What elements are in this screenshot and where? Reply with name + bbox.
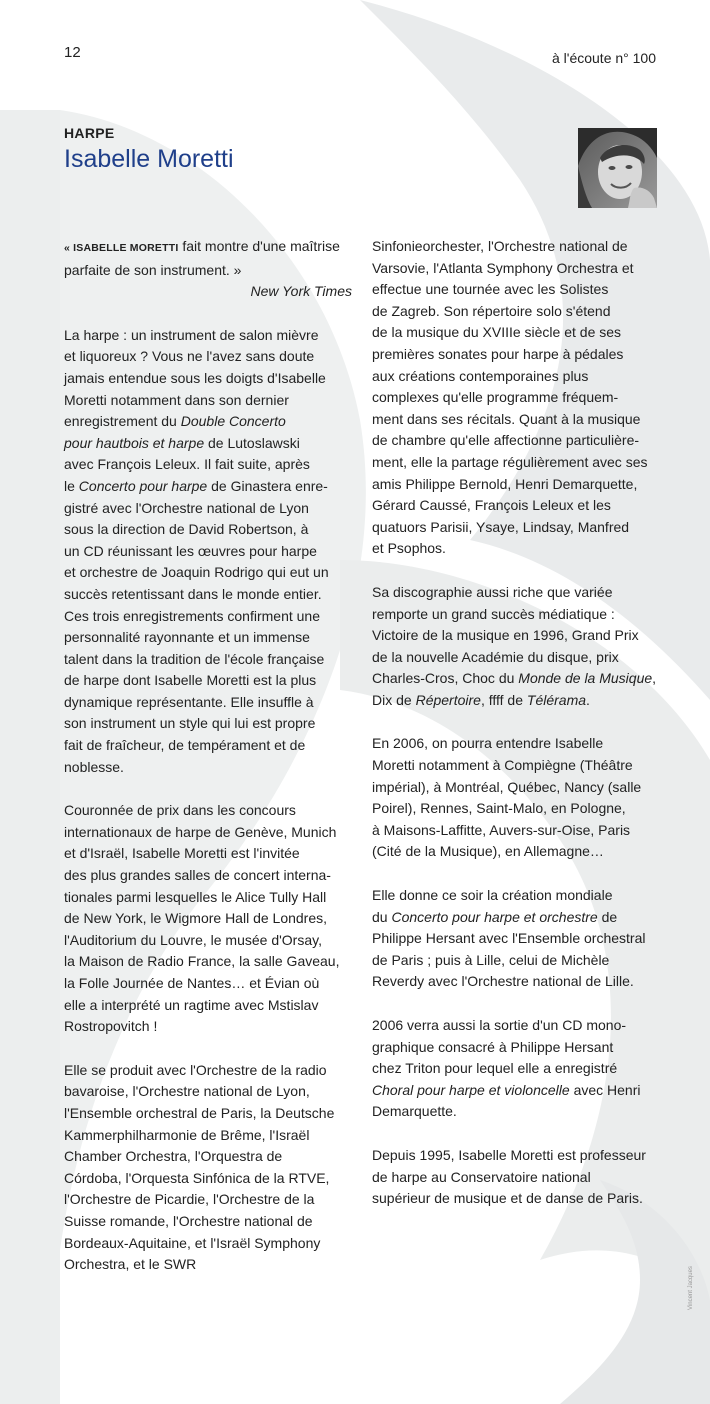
quote-text: fait montre d'une maîtrise parfaite de son instrument. » [64,238,340,278]
paragraph [64,325,352,778]
quote-source: New York Times [250,283,352,300]
publication-title: Télérama [526,691,587,708]
publication-title: Monde de la Musique [518,670,653,687]
text-run: de Lutoslawski avec François Leleux. Il fait suite, après le [64,434,310,494]
right-column [372,236,662,1232]
text-run: avec Henri Demarquette. [372,1081,641,1120]
left-column [64,236,352,1298]
paragraph: Depuis 1995, Isabelle Moretti est professeur de harpe au Conservatoire national supérieur de musique et de danse de Paris. [372,1146,646,1207]
text-run: Sa discographie aussi riche que variée remporte un grand succès médiatique : Victoire de la musique en 1996, Grand Prix de la nouvelle Académie du disque, prix Charles-Cros, Choc du [372,583,639,687]
publication-title: Répertoire [415,691,481,708]
text-run: Elle donne ce soir la création mondiale du [372,887,613,925]
portrait-photo [578,128,657,208]
text-run: , Dix de [372,670,657,708]
text-run: de Philippe Hersant avec l'Ensemble orchestral de Paris ; puis à Lille, celui de Michèle Reverdy avec l'Orchestre national de Lille. [372,908,646,990]
work-title: Double Concerto pour hautbois et harpe [64,413,286,451]
text-run: 2006 verra aussi la sortie d'un CD mono- graphique consacré à Philippe Hersant chez Triton pour lequel elle a enregistré [372,1017,627,1077]
section-label: HARPE [64,125,115,141]
article-title: Isabelle Moretti [64,145,234,173]
photo-credit: Vincent Jacques [688,1266,694,1310]
paragraph [372,885,662,993]
text-run: de Ginastera enre- gistré avec l'Orchestre national de Lyon sous la direction de David Robertson, à un CD réunissant les œuvres pour harpe et orchestre de Joaquin Rodrigo qui eut un succès retentissant dans le monde entier. Ces trois enregistrements confirment une personnalité rayonnante et un immense talent dans la tradition de l'école française de harpe dont Isabelle Moretti est la plus dynamique représentante. Elle insuffle à son instrument un style qui lui est propre fait de fraîcheur, de tempérament et de noblesse. [64,477,329,775]
paragraph: En 2006, on pourra entendre Isabelle Moretti notamment à Compiègne (Théâtre impérial), à Montréal, Québec, Nancy (salle Poirel), Rennes, Saint-Malo, en Pologne, à Maisons-Laffitte, Auvers-sur-Oise, Paris (Cité de la Musique), en Allemagne… [372,735,642,860]
work-title: Choral pour harpe et violoncelle [372,1081,570,1098]
quote-lead: « ISABELLE MORETTI [64,242,179,254]
paragraph [372,582,662,712]
text-run: . [586,691,590,708]
paragraph: Sinfonieorchester, l'Orchestre national de Varsovie, l'Atlanta Symphony Orchestra et effectue une tournée avec les Solistes de Zagreb. Son répertoire solo s'étend de la musique du XVIIIe siècle et de ses premières sonates pour harpe à pédales aux créations contemporaines plus complexes qu'elle programme fréquem- ment dans ses récitals. Quant à la musique de chambre qu'elle affectionne particulière- ment, elle la partage régulièrement avec ses amis Philippe Bernold, Henri Demarquette, Gérard Caussé, François Leleux et les quatuors Parisii, Ysaye, Lindsay, Manfred et Psophos. [372,238,648,557]
paragraph [372,1015,662,1123]
paragraph: Couronnée de prix dans les concours internationaux de harpe de Genève, Munich et d'Israël, Isabelle Moretti est l'invitée des plus grandes salles de concert interna- tionales parmi lesquelles le Alice Tully Hall de New York, le Wigmore Hall de Londres, l'Auditorium du Louvre, le musée d'Orsay, la Maison de Radio France, la salle Gaveau, la Folle Journée de Nantes… et Évian où elle a interprété un ragtime avec Mstislav Rostropovitch ! [64,802,340,1035]
text-run: , ffff de [480,691,527,708]
paragraph: Elle se produit avec l'Orchestre de la radio bavaroise, l'Orchestre national de Lyon, l'Ensemble orchestral de Paris, la Deutsche Kammerphilharmonie de Brême, l'Israël Chamber Orchestra, l'Orquestra de Córdoba, l'Orquesta Sinfónica de la RTVE, l'Orchestre de Picardie, l'Orchestre de la Suisse romande, l'Orchestre national de Bordeaux-Aquitaine, et l'Israël Symphony Orchestra, et le SWR [64,1061,335,1273]
text-run: La harpe : un instrument de salon mièvre et liquoreux ? Vous ne l'avez sans doute jamais entendue sous les doigts d'Isabelle Moretti notamment dans son dernier enregistrement du [64,326,326,430]
work-title: Concerto pour harpe [78,477,208,494]
page-number: 12 [64,44,81,61]
running-head: à l'écoute n° 100 [551,50,656,66]
work-title: Concerto pour harpe et orchestre [391,908,598,925]
press-quote [64,236,352,303]
